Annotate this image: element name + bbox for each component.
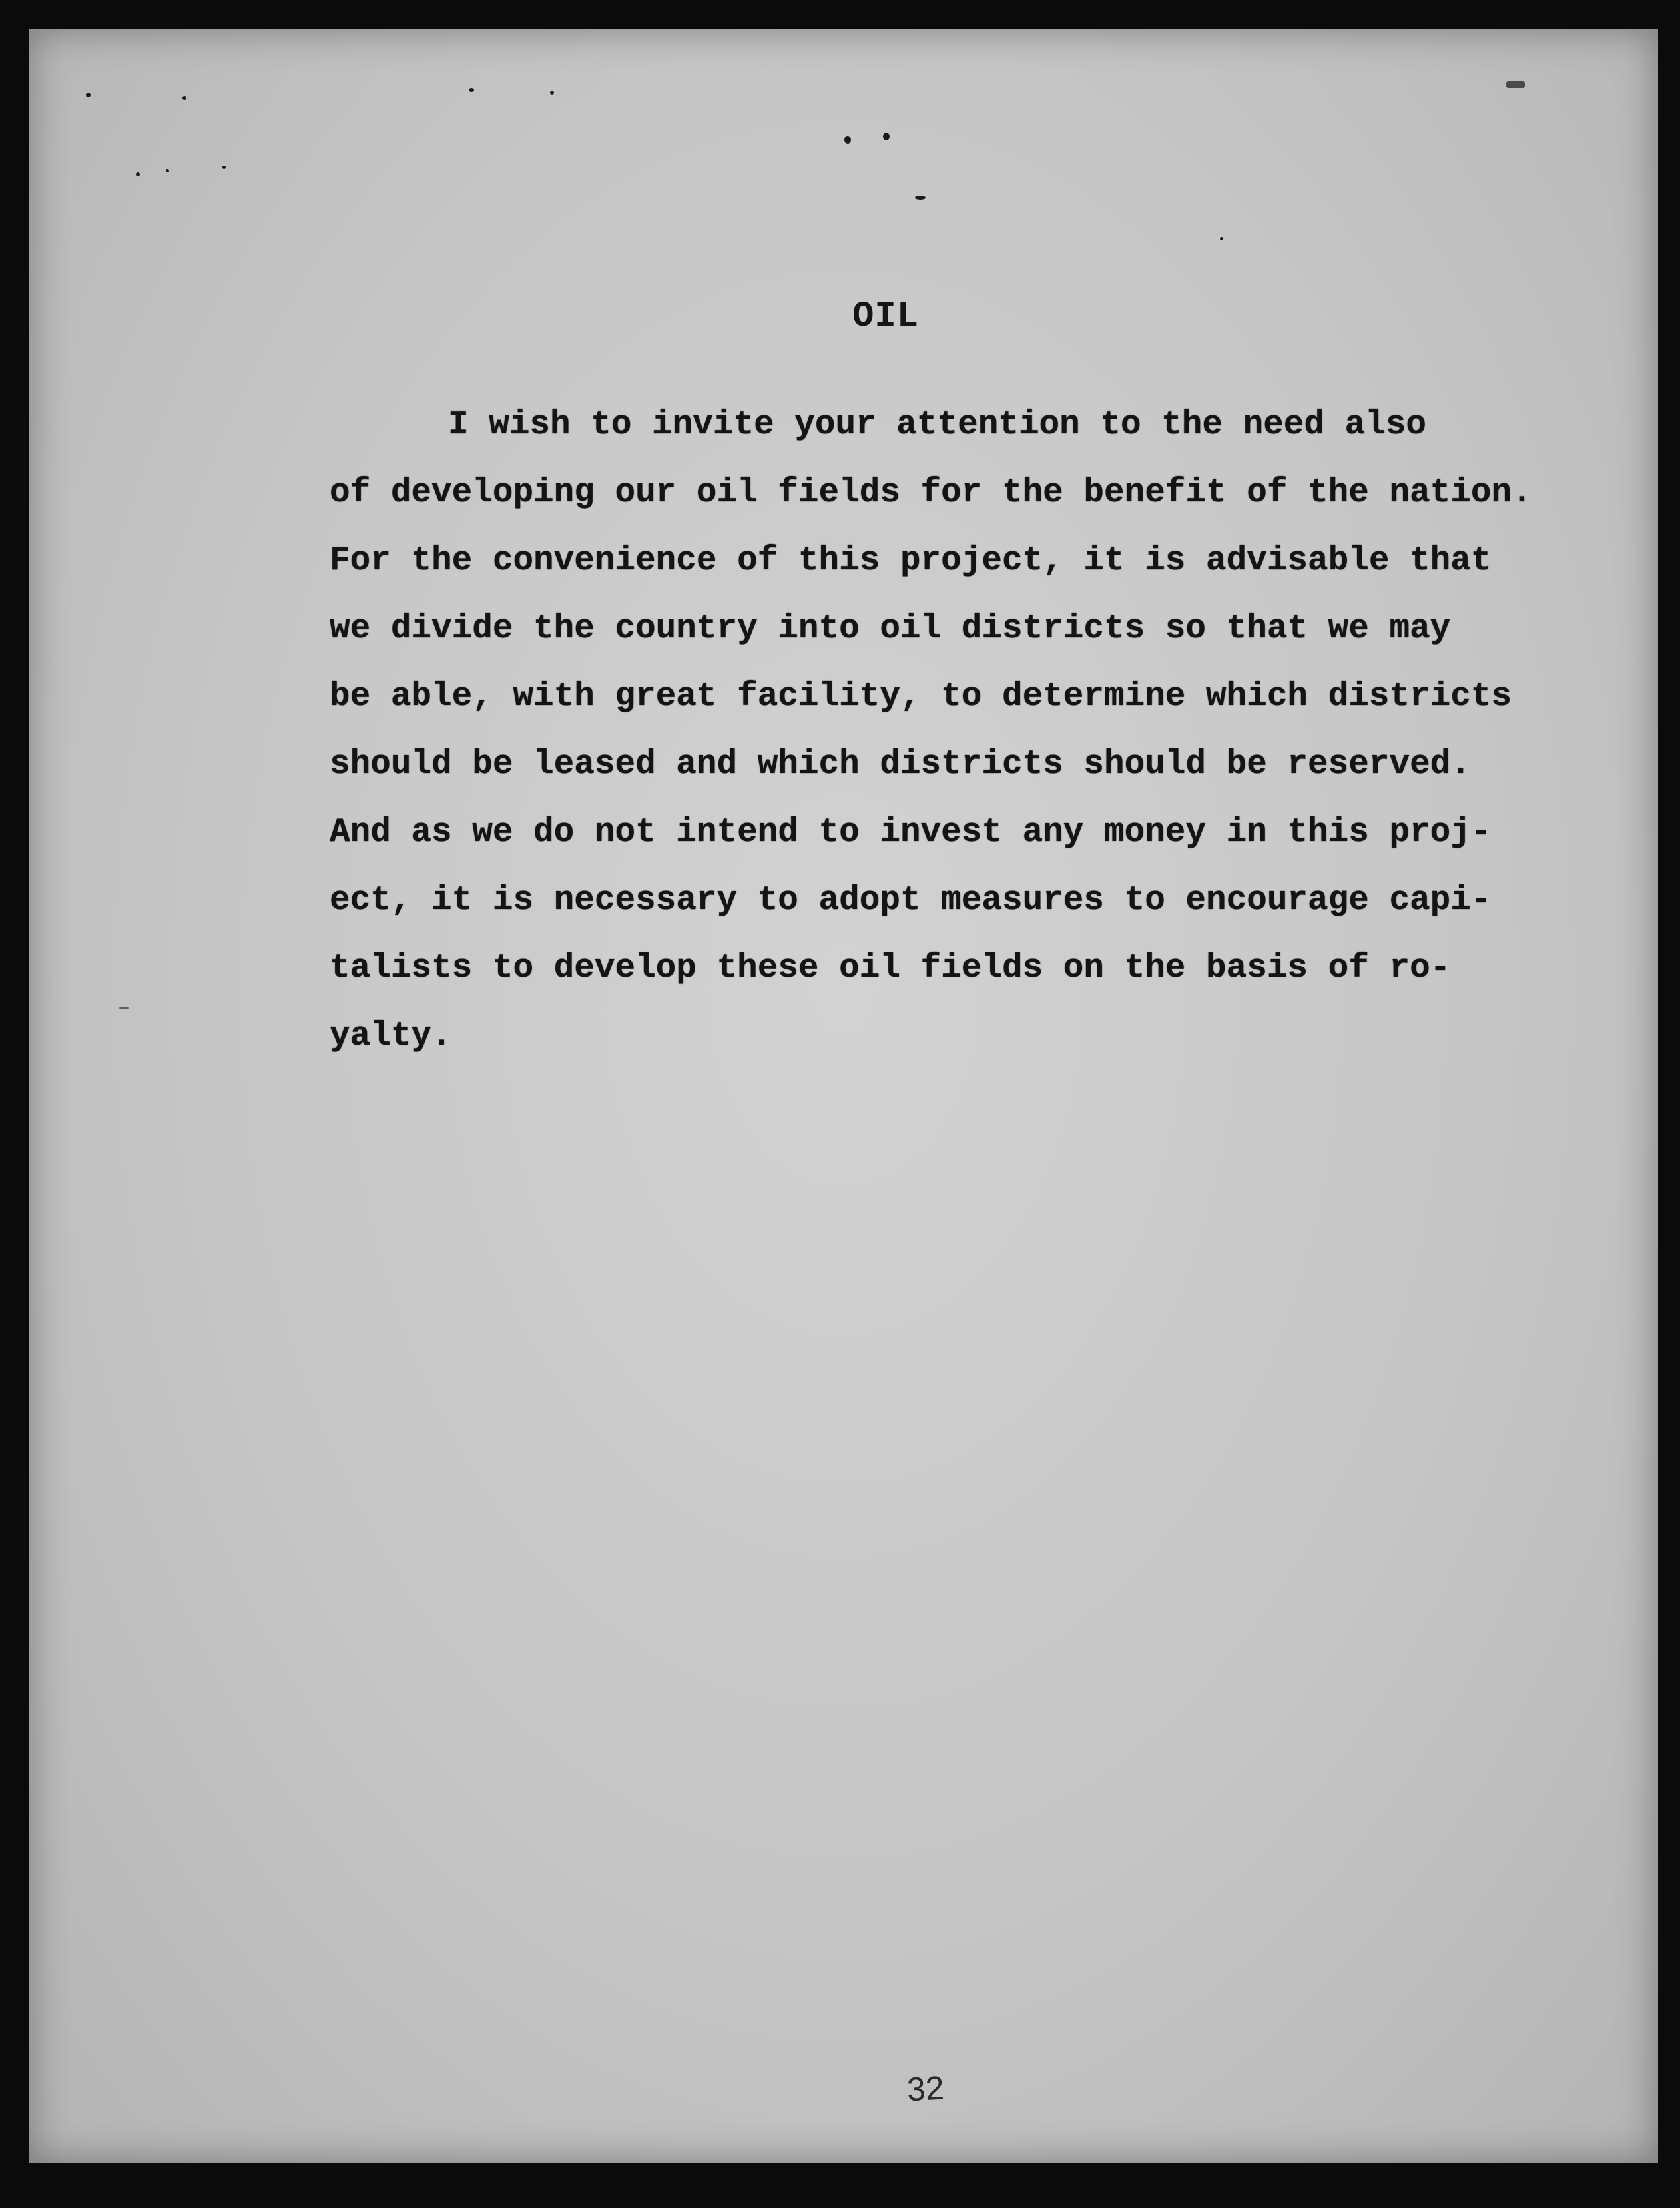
paragraph-line: And as we do not intend to invest any money in this proj-: [330, 814, 1492, 852]
dust-speck: [86, 93, 91, 97]
dust-speck: [550, 91, 554, 95]
dust-speck: [1506, 81, 1525, 88]
body-paragraph: [330, 392, 1532, 1071]
dust-speck: [469, 88, 474, 92]
dust-speck: [844, 136, 851, 144]
page-title: OIL: [852, 296, 920, 337]
dust-speck: [883, 133, 890, 140]
dust-speck: [136, 172, 140, 176]
dust-speck: [1220, 237, 1223, 240]
paragraph-line: of developing our oil fields for the benefit of the nation.: [330, 474, 1532, 512]
paragraph-line: yalty.: [330, 1017, 452, 1055]
page-number: 32: [906, 2069, 946, 2109]
paragraph-line: talists to develop these oil fields on the basis of ro-: [330, 950, 1451, 987]
dust-speck: [222, 166, 226, 169]
dust-speck: [119, 1007, 129, 1009]
paragraph-line: ect, it is necessary to adopt measures to encourage capi-: [330, 882, 1492, 920]
document-page: [29, 29, 1658, 2163]
paragraph-line: should be leased and which districts should be reserved.: [330, 746, 1471, 784]
dust-speck: [915, 196, 926, 200]
paragraph-line: I wish to invite your attention to the need also: [448, 406, 1427, 444]
dust-speck: [166, 169, 169, 172]
paragraph-line: For the convenience of this project, it is advisable that: [330, 542, 1492, 580]
paragraph-line: we divide the country into oil districts so that we may: [330, 610, 1451, 648]
dust-speck: [182, 96, 186, 100]
paragraph-line: be able, with great facility, to determine which districts: [330, 678, 1512, 716]
